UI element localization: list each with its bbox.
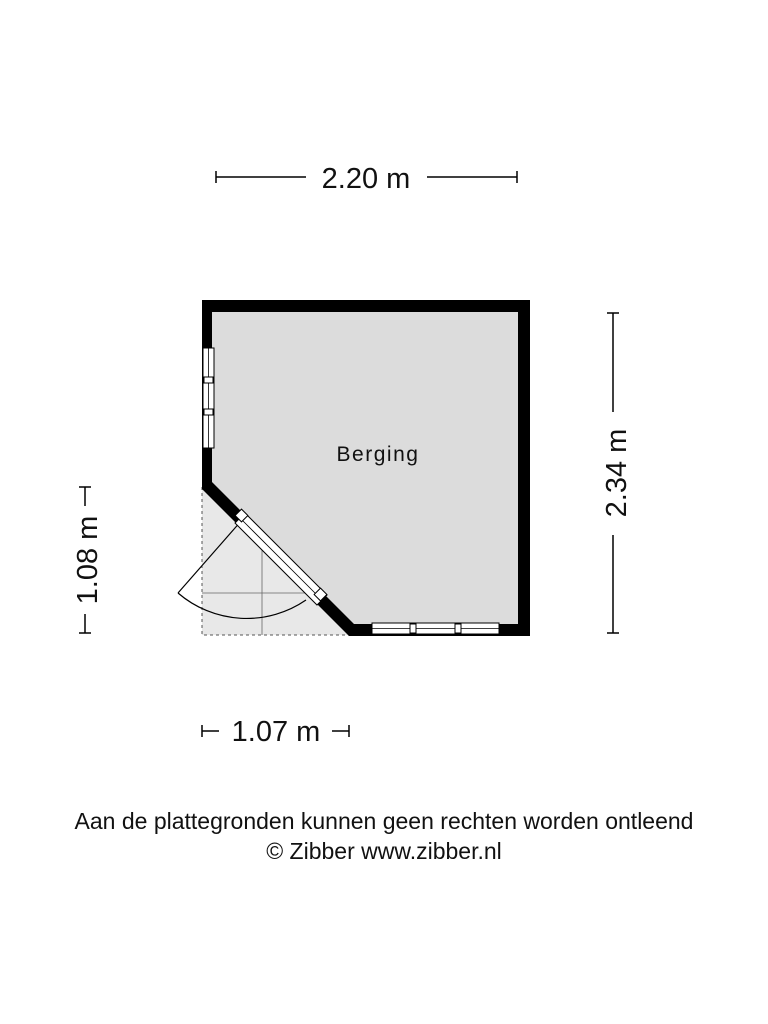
dimension-label-right: 2.34 m: [601, 428, 633, 518]
room-label: Berging: [336, 443, 420, 466]
copyright-text: © Zibber www.zibber.nl: [266, 838, 502, 864]
dimension-label-left: 1.08 m: [72, 515, 104, 605]
window-frame: [455, 624, 461, 633]
window-frame: [410, 624, 416, 633]
dimension-label-top: 2.20 m: [321, 163, 411, 195]
window-frame: [204, 377, 213, 383]
window-frame: [204, 409, 213, 415]
dimension-label-bottom: 1.07 m: [231, 716, 321, 748]
disclaimer-text: Aan de plattegronden kunnen geen rechten worden ontleend: [74, 808, 694, 834]
